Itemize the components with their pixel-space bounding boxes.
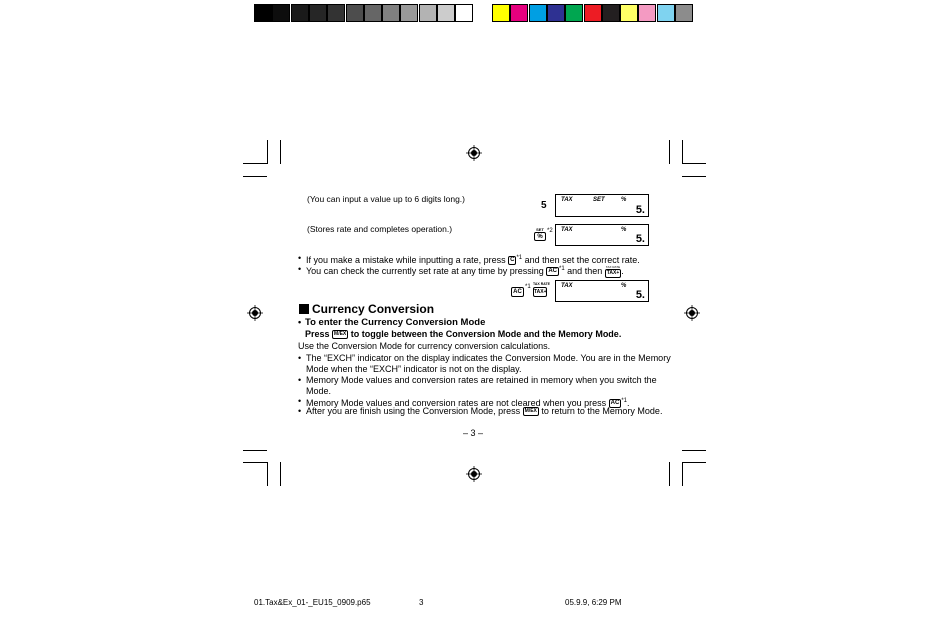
crop-mark (669, 462, 670, 486)
bullet-icon: • (298, 353, 302, 363)
key-top-label: TAX RATE (605, 265, 621, 270)
mex-key: M/EX (334, 331, 347, 338)
bullet-retained-line2: Mode. (306, 386, 332, 396)
color-swatch (547, 4, 565, 22)
crop-mark (243, 176, 267, 177)
footer-file-name: 01.Tax&Ex_01-_EU15_0909.p65 (254, 598, 371, 607)
crop-mark (682, 140, 683, 164)
bullet-exch-line1: The “EXCH” indicator on the display indicates the Conversion Mode. You are in the Memory (306, 353, 671, 363)
bullet-text: to return to the Memory Mode. (541, 406, 663, 416)
crop-mark (682, 163, 706, 164)
crop-mark (267, 140, 268, 164)
footnote-ref: *1 (525, 284, 531, 290)
color-swatch (638, 4, 656, 22)
display-value: 5. (635, 204, 645, 216)
bullet-icon: • (298, 406, 302, 416)
instruction-text: to toggle between the Conversion Mode and the Memory Mode. (350, 329, 622, 339)
gray-swatch (346, 4, 364, 22)
percent-indicator: % (621, 197, 627, 203)
ac-key: AC (548, 268, 557, 275)
gray-swatch (254, 4, 272, 22)
bullet-text: You can check the currently set rate at any time by pressing (306, 266, 544, 276)
crop-mark (682, 462, 683, 486)
section-square-icon (299, 304, 309, 314)
color-swatch (565, 4, 583, 22)
tax-indicator: TAX (561, 227, 573, 233)
crop-mark (267, 462, 268, 486)
gray-swatch (400, 4, 418, 22)
row2-note: (Stores rate and completes operation.) (307, 224, 453, 234)
percent-indicator: % (621, 227, 627, 233)
bullet-text: . (621, 266, 624, 276)
color-swatch (492, 4, 510, 22)
bullet-check-rate (306, 264, 624, 278)
display-value: 5. (635, 233, 645, 245)
tax-plus-key-group (533, 282, 550, 297)
tax-indicator: TAX (561, 197, 573, 203)
color-swatch (510, 4, 528, 22)
gray-swatch (382, 4, 400, 22)
bullet-retained-line1: Memory Mode values and conversion rates are retained in memory when you switch the (306, 375, 657, 385)
footer-page: 3 (419, 598, 424, 607)
bullet-icon: • (298, 375, 302, 385)
gray-swatch (291, 4, 309, 22)
bullet-return (306, 406, 662, 417)
color-swatch (657, 4, 675, 22)
bullet-text: If you make a mistake while inputting a rate, press (306, 255, 506, 265)
crop-mark (243, 163, 267, 164)
crop-mark (243, 450, 267, 451)
gray-swatch (419, 4, 437, 22)
gray-swatch (455, 4, 473, 22)
tax-plus-key: TAX+ (534, 289, 547, 295)
color-swatch (529, 4, 547, 22)
gray-swatch (327, 4, 345, 22)
display-value: 5. (635, 289, 645, 301)
registration-mark-icon (466, 466, 482, 482)
percent-indicator: % (621, 283, 627, 289)
footnote-ref: *2 (547, 228, 553, 234)
press-instruction (305, 329, 621, 339)
key-5: 5 (541, 200, 547, 211)
key-top-label: SET (536, 227, 544, 232)
ac-key: AC (610, 400, 620, 407)
percent-key: % (534, 232, 546, 241)
sub-title: To enter the Currency Conversion Mode (305, 317, 486, 328)
crop-mark (243, 462, 267, 463)
crop-mark (682, 450, 706, 451)
set-indicator: SET (593, 197, 605, 203)
crop-mark (682, 176, 706, 177)
color-swatch (620, 4, 638, 22)
key-top-label: TAX RATE (533, 282, 550, 286)
crop-mark (682, 462, 706, 463)
sub-bullet-icon: • (298, 317, 302, 327)
tax-indicator: TAX (561, 283, 573, 289)
footer-date: 05.9.9, 6:29 PM (565, 598, 622, 607)
mex-key: M/EX (524, 408, 537, 415)
color-swatch (584, 4, 602, 22)
bullet-icon: • (298, 396, 302, 406)
registration-mark-icon (247, 305, 263, 321)
gray-swatch (364, 4, 382, 22)
lcd-display-1 (555, 194, 649, 217)
footnote-ref: *1 (621, 398, 628, 404)
gray-swatch (309, 4, 327, 22)
bullet-text: and then (567, 266, 603, 276)
registration-mark-icon (466, 145, 482, 161)
intro-text: Use the Conversion Mode for currency conversion calculations. (298, 341, 551, 351)
footnote-ref: *1 (558, 266, 565, 272)
lcd-display-3 (555, 280, 649, 302)
bullet-text: and then set the correct rate. (524, 255, 640, 265)
bullet-icon: • (298, 253, 302, 263)
crop-mark (669, 140, 670, 164)
crop-mark (280, 462, 281, 486)
bullet-exch-line2: Mode when the “EXCH” indicator is not on the display. (306, 364, 522, 374)
registration-mark-icon (684, 305, 700, 321)
bullet-text: After you are finish using the Conversion Mode, press (306, 406, 521, 416)
section-title: Currency Conversion (312, 302, 435, 316)
clear-key: C (510, 257, 515, 264)
footnote-ref: *1 (516, 255, 523, 261)
bullet-text: Memory Mode values and conversion rates are not cleared when you press (306, 398, 607, 408)
crop-mark (280, 140, 281, 164)
lcd-display-2 (555, 224, 649, 246)
gray-swatch (272, 4, 290, 22)
gray-swatch (437, 4, 455, 22)
set-percent-key (534, 227, 546, 241)
bullet-icon: • (298, 264, 302, 274)
row1-note: (You can input a value up to 6 digits long.) (307, 194, 465, 204)
ac-key: AC (511, 287, 524, 297)
tax-plus-key: TAX+ (606, 270, 620, 277)
instruction-text: Press (305, 329, 330, 339)
color-swatch (675, 4, 693, 22)
color-swatch (602, 4, 620, 22)
page-number: – 3 – (463, 428, 484, 438)
bullet-text: . (627, 398, 630, 408)
